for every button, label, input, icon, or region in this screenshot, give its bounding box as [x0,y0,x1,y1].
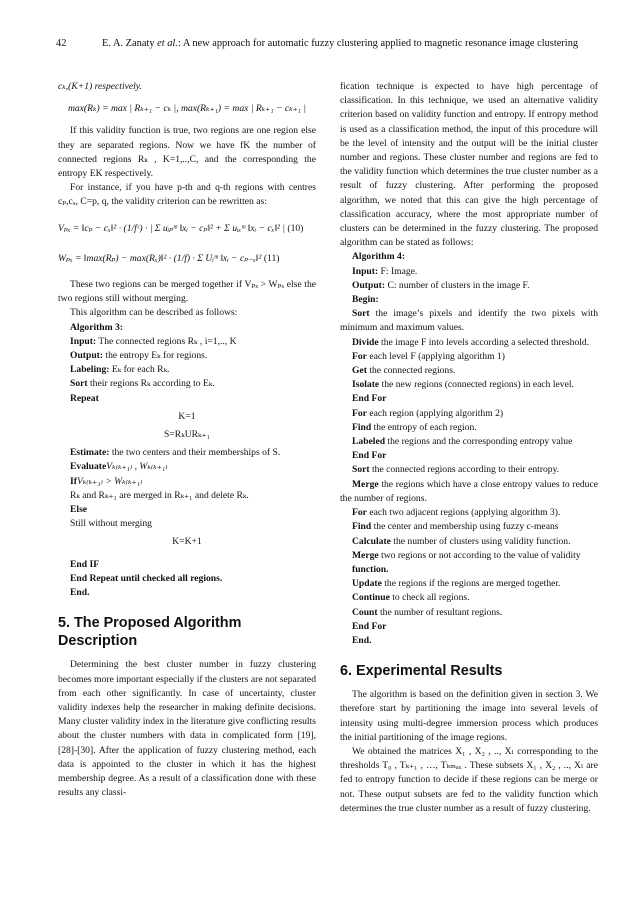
alg4-merge-validity-text: two regions or not according to the value of validity [378,549,581,561]
alg4-for-level-label: For [352,350,367,362]
alg4-input [340,265,598,279]
alg4-find-entropy-text: the entropy of each region. [371,421,477,433]
alg3-input-label: Input: [70,335,97,347]
alg4-endfor-3: End For [352,620,387,632]
alg4-sort-regions-text: the connected regions according to their entropy. [369,464,560,476]
header-authors: E. A. Zanaty [102,38,158,49]
alg3-evaluate [58,460,316,474]
alg4-update-text: the regions if the regions are merged together. [381,578,561,590]
alg3-estimate-text: the two centers and their memberships of S. [109,447,281,459]
alg4-sort-pixels [340,307,598,335]
left-column [58,80,316,800]
alg3-endrepeat: End Repeat until checked all regions. [70,572,223,584]
alg3-sort [58,377,316,391]
alg4-for-adjacent-text: each two adjacent regions (applying algorithm 3). [366,507,561,519]
alg4-continue-text: to check all regions. [389,592,470,604]
alg3-evaluate-label: Evaluate [70,461,107,473]
alg3-if [58,475,316,489]
paragraph-section-6-b: We obtained the matrices X₁ , X₂ , .., Xₗ corresponding to the thresholds T₀ , Tₖ₊₁ , …, Tₖₘₐₓ . These subsets X₁ , X₂ , .., Xₗ are fed to entropy function to decide if these regions can be merge or not. These output subsets are fed to the validity function which determines the true cluster number as a result of fuzzy clustering. [340,745,598,814]
alg3-output [58,349,316,363]
equation-10-body: Vₚₓ = ‖cₚ − cₓ‖² · (1/fᶜ) · | Σ uᵢₚᵐ ‖xᵢ − cₚ‖² + Σ uᵢₓᵐ ‖xᵢ − cₓ‖² | [58,222,285,234]
alg3-increment: K=K+1 [172,536,202,548]
alg4-merge-validity-label: Merge [352,549,379,561]
alg4-update-label: Update [352,578,382,590]
alg4-labeled [340,435,598,449]
alg4-calculate-text: the number of clusters using validity function. [390,535,571,547]
alg3-still: Still without merging [70,518,152,530]
alg4-merge-close-label: Merge [352,478,379,490]
paragraph-merge-condition: These two regions can be merged together if Vₚₓ > Wₚₓ else the two regions still without merging. [58,279,316,305]
alg4-find-entropy [340,421,598,435]
alg4-count-label: Count [352,606,378,618]
alg4-find-entropy-label: Find [352,421,372,433]
alg3-output-label: Output: [70,350,104,362]
alg4-sort-regions [340,463,598,477]
line-centres-respectively: cₖ,(K+1) respectively. [58,81,142,92]
alg4-sort-pixels-label: Sort [352,308,370,320]
alg4-endfor-1: End For [352,393,387,405]
alg4-isolate-label: Isolate [352,379,380,391]
alg3-sort-label: Sort [70,378,88,390]
alg4-isolate-text: the new regions (connected regions) in each level. [379,379,574,391]
alg3-if-label: If [70,475,77,487]
alg4-for-region-text: each region (applying algorithm 2) [366,407,504,419]
alg3-labeling [58,363,316,377]
alg4-get-text: the connected regions. [366,365,456,377]
algorithm-3-title: Algorithm 3: [70,321,124,333]
alg4-labeled-label: Labeled [352,436,386,448]
alg4-begin: Begin: [352,294,379,306]
alg3-union: S=RₖURₖ₊₁ [164,429,210,441]
alg3-input [58,335,316,349]
alg4-continue-label: Continue [352,592,390,604]
alg3-endif: End IF [70,558,100,570]
alg4-divide [340,336,598,350]
page-number: 42 [56,38,67,49]
paragraph-section-5: Determining the best cluster number in fuzzy clustering becomes more important especially if the clusters are not separated from each other significantly. In case of uncertainty, cluster validity indexes help the researcher in making definite decisions. Many cluster validity index in the literature give conflicting results about the cluster numbers with data in complicated form [19], [28]-[30]. After the application of fuzzy clustering method, each data is appointed to the cluster in which it has the highest membership degree. As a result of a classification done with these results any classi- [58,659,316,799]
alg4-for-region [340,407,598,421]
alg4-for-adjacent [340,506,598,520]
alg3-else: Else [70,504,88,516]
alg4-find-center-label: Find [352,521,372,533]
section-5-heading: 5. The Proposed Algorithm Description [58,615,242,650]
alg3-input-text: The connected regions Rₖ , i=1,.., K [96,335,237,347]
alg3-output-text: the entropy Eₖ for regions. [103,350,208,362]
alg4-merge-close [340,478,598,506]
alg4-get-label: Get [352,365,367,377]
alg4-endfor-2: End For [352,450,387,462]
alg3-labeling-label: Labeling: [70,364,110,376]
equation-11-number: (11) [263,252,280,264]
equation-11 [58,252,316,266]
alg4-merge-validity [340,549,598,563]
alg4-isolate [340,378,598,392]
paragraph-algorithm-intro: This algorithm can be described as follows: [70,307,238,319]
alg4-calculate [340,535,598,549]
alg4-continue [340,591,598,605]
equation-10 [58,222,316,236]
alg3-merge-line: Rₖ and Rₖ₊₁ are merged in Rₖ₊₁ and delete Rₖ. [70,489,249,501]
alg3-estimate-label: Estimate: [70,447,110,459]
alg4-divide-text: the image F into levels according a selected threshold. [378,336,590,348]
alg4-for-region-label: For [352,407,367,419]
right-column [340,80,598,816]
alg4-output [340,279,598,293]
alg4-for-level-text: each level F (applying algorithm 1) [366,350,505,362]
alg4-for-adjacent-label: For [352,507,367,519]
alg4-find-center [340,520,598,534]
alg4-calculate-label: Calculate [352,535,391,547]
alg4-output-text: C: number of clusters in the image F. [385,279,530,291]
paragraph-section-6-a: The algorithm is based on the definition given in section 3. We therefore start by partitioning the image into several levels of intensity using multi-degree immersion process which produces the initial partitioning of the image regions. [340,689,598,743]
alg4-sort-pixels-text: the image’s pixels and identify the two pixels with minimum and maximum values. [340,308,598,334]
alg4-input-label: Input: [352,265,379,277]
paragraph-validity-true: If this validity function is true, two regions are one region else they are separated regions. Now we have fK the number of connected regions Rₖ , K=1,..,C, and the corresponding the entropy EK respectively. [58,125,316,180]
alg3-if-text: Vₖ₍ₖ₊₁₎ > Wₖ₍ₖ₊₁₎ [76,475,143,487]
alg4-function: function. [352,563,389,575]
section-6-heading: 6. Experimental Results [340,663,503,680]
alg4-input-text: F: Image. [378,265,418,277]
algorithm-4-title: Algorithm 4: [352,251,406,263]
header-etal: et al. [157,38,178,49]
alg4-output-label: Output: [352,279,386,291]
alg4-count [340,606,598,620]
paragraph-classification: fication technique is expected to have high percentage of classification. In this technique, we used an alternative validity criterion based on validity function and entropy. If entropy method is used as a classification method, the input of this procedure will be the level of intensity and the output will be the initial cluster number and regions. These cluster number and regions are fed to the validity function which determines the true cluster number as a result of fuzzy clustering. After performing the proposed algorithm, we noted that this can give the high percentage of classification accuracy, where the most appropriate number of clusters can be determined in the fuzzy clustering. The proposed algorithm can be stated as follows: [340,81,598,249]
alg4-end: End. [352,634,372,646]
alg4-for-level [340,350,598,364]
alg4-update [340,577,598,591]
equation-max: max(Rₖ) = max | Rₖ₊₁ − cₖ |, max(Rₖ₊₁) = max | Rₖ₊₁ − cₖ₊₁ | [67,103,307,115]
alg3-k-init: K=1 [178,410,196,422]
paragraph-instance: For instance, if you have p-th and q-th regions with centres cₚ,cₓ, C=p, q, the validity criterion can be rewritten as: [58,182,316,208]
alg3-repeat: Repeat [70,392,99,404]
alg3-sort-text: their regions Rₖ according to Eₖ. [87,378,215,390]
alg3-labeling-text: Eₖ for each Rₖ. [109,364,170,376]
page-header [56,38,596,49]
alg3-evaluate-text: Vₖ₍ₖ₊₁₎ , Wₖ₍ₖ₊₁₎ [106,461,168,473]
alg4-sort-regions-label: Sort [352,464,370,476]
alg4-find-center-text: the center and membership using fuzzy c-means [371,521,559,533]
alg3-end: End. [70,587,90,599]
equation-11-body: Wₚₓ = ‖max(Rₚ) − max(Rₓ)‖² · (1/f) · Σ Uᵢᵐ ‖xᵢ − cₚ₋ₓ‖² [58,252,262,264]
alg4-divide-label: Divide [352,336,379,348]
alg4-labeled-text: the regions and the corresponding entropy value [385,436,573,448]
header-title: : A new approach for automatic fuzzy clustering applied to magnetic resonance image clustering [177,38,579,49]
alg4-get [340,364,598,378]
alg3-estimate [58,446,316,460]
alg4-merge-close-text: the regions which have a close entropy values to reduce the number of regions. [340,478,598,504]
alg4-count-text: the number of resultant regions. [377,606,503,618]
equation-10-number: (10) [287,222,304,234]
